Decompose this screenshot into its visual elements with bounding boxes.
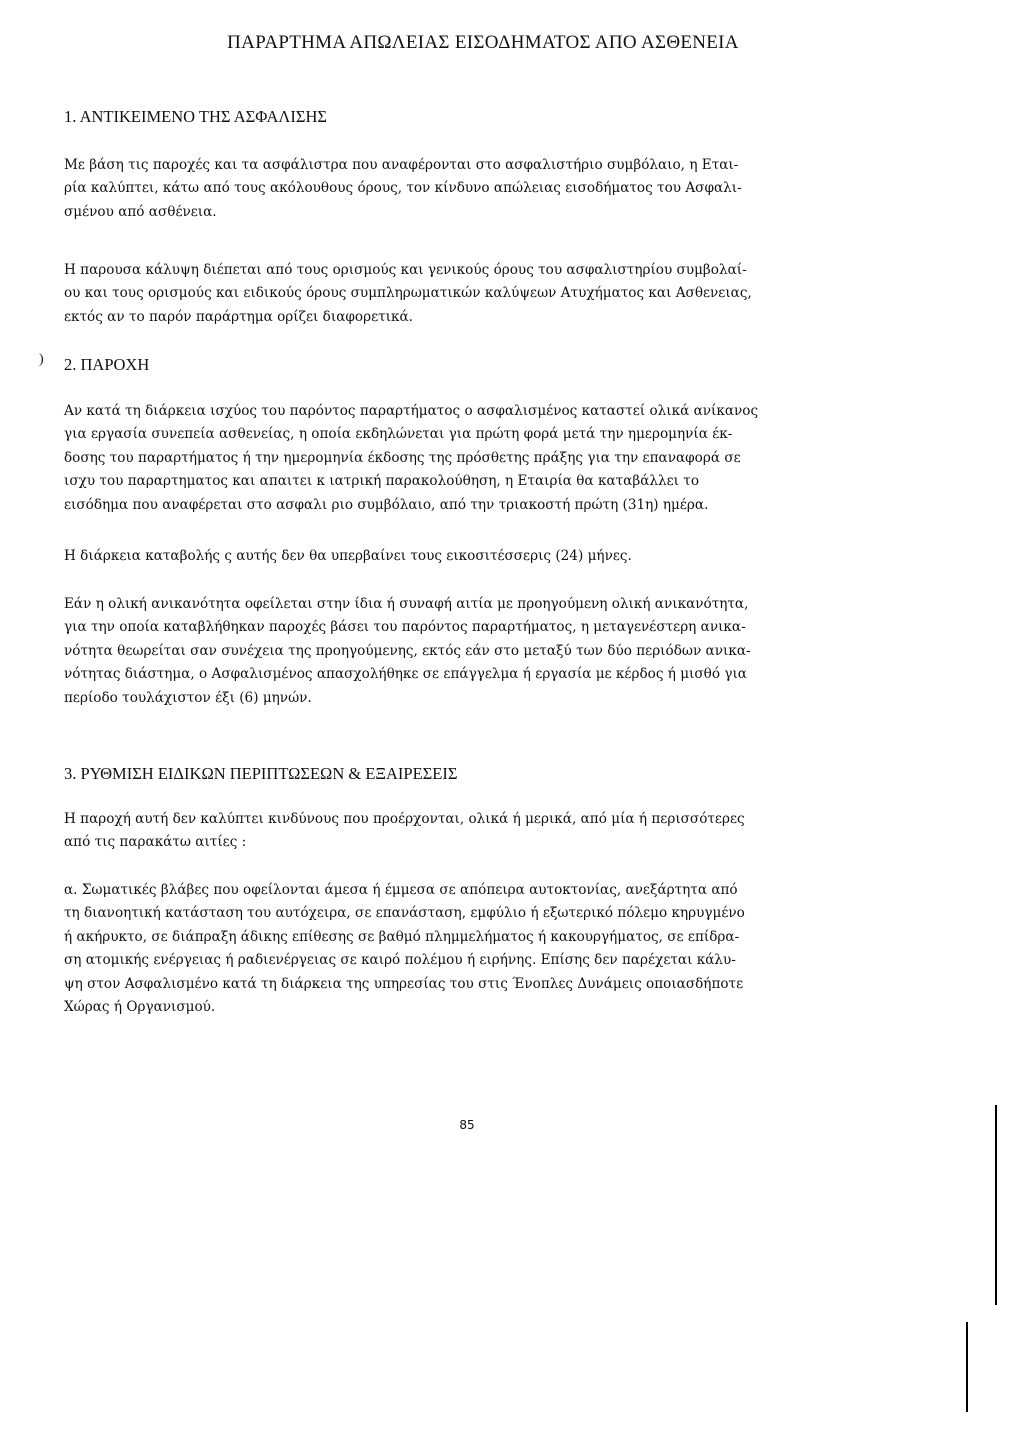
document-title: ΠΑΡΑΡΤΗΜΑ ΑΠΩΛΕΙΑΣ ΕΙΣΟΔΗΜΑΤΟΣ ΑΠΟ ΑΣΘΕΝΕΙΑ (227, 32, 739, 53)
text-line: από τις παρακάτω αιτίες : (64, 834, 247, 851)
text-line: τη διανοητική κατάσταση του αυτόχειρα, σε επανάσταση, εμφύλιο ή εξωτερικό πόλεμο κηρυγμένο (64, 905, 745, 922)
page-number: 85 (459, 1118, 475, 1132)
text-line: ση ατομικής ενέργειας ή ραδιενέργειας σε καιρό πολέμου ή ειρήνης. Επίσης δεν παρέχεται κάλυ- (64, 952, 736, 969)
section-2-paragraph-2 (64, 545, 894, 568)
section-3-heading: 3. ΡΥΘΜΙΣΗ ΕΙΔΙΚΩΝ ΠΕΡΙΠΤΩΣΕΩΝ & ΕΞΑΙΡΕΣΕΙΣ (64, 764, 458, 783)
section-1-paragraph-1 (64, 154, 894, 224)
section-3-paragraph-1 (64, 808, 894, 855)
text-line: εισόδημα που αναφέρεται στο ασφαλι ριο συμβόλαιο, από την τριακοστή πρώτη (31η) ημέρα. (64, 496, 709, 513)
text-line: ή ακήρυκτο, σε διάπραξη άδικης επίθεσης σε βαθμό πλημμελήματος ή κακουργήματος, σε επίδρα- (64, 928, 740, 945)
scan-edge-line (966, 1322, 968, 1412)
text-line: για την οποία καταβλήθηκαν παροχές βάσει του παρόντος παραρτήματος, η μεταγενέστερη ανικα- (64, 619, 746, 636)
text-line: ου και τους ορισμούς και ειδικούς όρους συμπληρωματικών καλύψεων Ατυχήματος και Ασθενειας, (64, 285, 752, 302)
margin-mark: ) (39, 352, 44, 367)
text-line: δοσης του παραρτήματος ή την ημερομηνία έκδοσης της πρόσθετης πράξης για την επαναφορά σε (64, 449, 741, 466)
section-2-paragraph-3 (64, 593, 894, 710)
section-2-heading: 2. ΠΑΡΟΧΗ (64, 355, 150, 374)
text-line: για εργασία συνεπεία ασθενείας, η οποία εκδηλώνεται για πρώτη φορά μετά την ημερομηνία έκ- (64, 426, 733, 443)
text-line: Η παροχή αυτή δεν καλύπτει κινδύνους που προέρχονται, ολικά ή μερικά, από μία ή περισσότερες (64, 811, 745, 827)
text-line: Η παρουσα κάλυψη διέπεται από τους ορισμούς και γενικούς όρους του ασφαλιστηρίου συμβολαί- (64, 262, 747, 278)
section-2-paragraph-1 (64, 400, 894, 517)
text-line: σμένου από ασθένεια. (64, 203, 217, 220)
text-line: ισχυ του παραρτηματος και απαιτει κ ιατρική παρακολούθηση, η Εταιρία θα καταβάλλει το (64, 473, 700, 490)
text-line: εκτός αν το παρόν παράρτημα ορίζει διαφορετικά. (64, 308, 413, 325)
scan-edge-line (995, 1105, 997, 1305)
section-1-heading: 1. ΑΝΤΙΚΕΙΜΕΝΟ ΤΗΣ ΑΣΦΑΛΙΣΗΣ (64, 107, 327, 126)
text-line: Αν κατά τη διάρκεια ισχύος του παρόντος παραρτήματος ο ασφαλισμένος καταστεί ολικά ανίκανος (64, 403, 759, 419)
section-3-paragraph-2 (64, 879, 894, 1019)
text-line: Εάν η ολική ανικανότητα οφείλεται στην ίδια ή συναφή αιτία με προηγούμενη ολική ανικανότητα, (64, 596, 749, 612)
text-line: Η διάρκεια καταβολής ς αυτής δεν θα υπερβαίνει τους εικοσιτέσσερις (24) μήνες. (64, 548, 632, 564)
text-line: νότητα θεωρείται σαν συνέχεια της προηγούμενης, εκτός εάν στο μεταξύ των δύο περιόδων ανικα- (64, 642, 751, 659)
text-line: ψη στον Ασφαλισμένο κατά τη διάρκεια της υπηρεσίας του στις Ένοπλες Δυνάμεις οποιασδήποτε (64, 975, 744, 992)
text-line: περίοδο τουλάχιστον έξι (6) μηνών. (64, 689, 312, 706)
text-line: α. Σωματικές βλάβες που οφείλονται άμεσα ή έμμεσα σε απόπειρα αυτοκτονίας, ανεξάρτητα από (64, 882, 738, 898)
text-line: Με βάση τις παροχές και τα ασφάλιστρα που αναφέρονται στο ασφαλιστήριο συμβόλαιο, η Εται- (64, 157, 739, 173)
text-line: νότητας διάστημα, ο Ασφαλισμένος απασχολήθηκε σε επάγγελμα ή εργασία με κέρδος ή μισθό για (64, 666, 747, 683)
text-line: Χώρας ή Οργανισμού. (64, 999, 216, 1016)
section-1-paragraph-2 (64, 259, 894, 329)
text-line: ρία καλύπτει, κάτω από τους ακόλουθους όρους, τον κίνδυνο απώλειας εισοδήματος του Ασφαλι- (64, 180, 742, 197)
